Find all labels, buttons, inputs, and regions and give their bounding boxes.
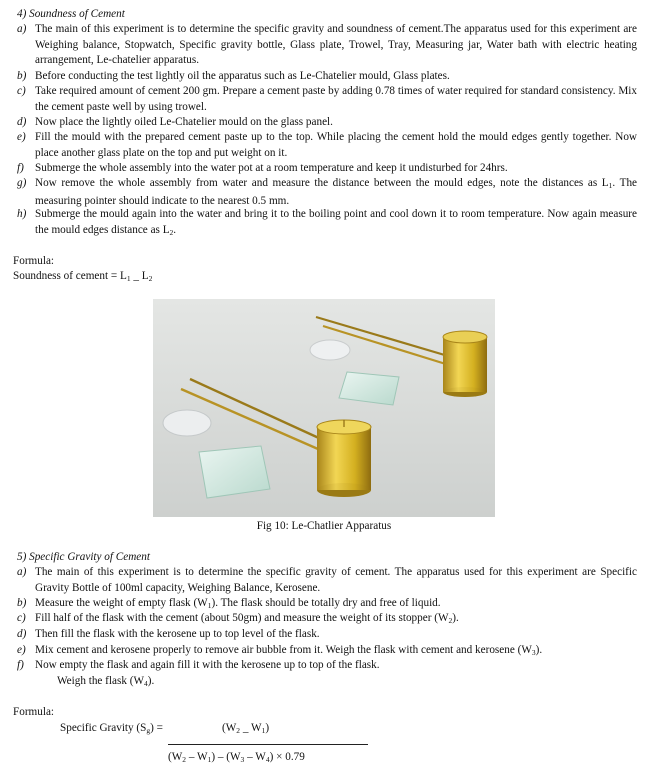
list-marker: d) xyxy=(17,116,27,128)
section-heading-specific-gravity: 5) Specific Gravity of Cement xyxy=(17,551,150,563)
paste-disc-back xyxy=(310,340,350,360)
list-marker: h) xyxy=(17,208,27,220)
list-item xyxy=(17,130,637,161)
apparatus-illustration xyxy=(153,299,495,517)
list-marker: e) xyxy=(17,131,26,143)
list-marker: g) xyxy=(17,177,27,189)
formula-denominator: $(W_2 - W_1) - (W_3 - W_4) \times 0.79$ xyxy=(168,751,305,764)
list-marker: e) xyxy=(17,644,26,656)
list-text: Fill half of the flask with the cement (about 50gm) and measure the weight of its stopper $(W_2)$. xyxy=(35,612,459,625)
list-marker: f) xyxy=(17,162,24,174)
list-text: Now place the lightly oiled Le-Chatelier mould on the glass panel. xyxy=(35,116,333,128)
list-item xyxy=(17,611,637,629)
list-text: Now empty the flask and again fill it with the kerosene up to top of the flask. xyxy=(35,659,380,671)
list-text: The main of this experiment is to determine the specific gravity of cement. The apparatus used for this experiment are Specific Gravity Bottle of 100ml capacity, Weighing Balance, Kerosene. xyxy=(35,566,637,594)
section-heading-soundness: 4) Soundness of Cement xyxy=(17,8,125,20)
list-item xyxy=(17,658,637,674)
list-item xyxy=(17,22,637,69)
list-text: Submerge the mould again into the water and bring it to the boiling point and cool down it to room temperature. Now again measure the mould edges distance as $L_2$. xyxy=(35,208,637,237)
list-text: The main of this experiment is to determine the specific gravity and soundness of cement.The apparatus used for this experiment are Weighing balance, Stopwatch, Specific gravity bottle, Glass plate, Trowel, Tray, Measuring jar, Water bath with electric heating arrangement, Le-chatelier apparatus. xyxy=(35,23,637,66)
paste-disc-front xyxy=(163,410,211,436)
soundness-formula: Soundness of cement = $L_1$ _ $L_2$ xyxy=(13,270,153,283)
list-item xyxy=(17,84,637,115)
list-marker: c) xyxy=(17,85,26,97)
figure-caption: Fig 10: Le-Chatlier Apparatus xyxy=(256,520,392,532)
list-item xyxy=(17,176,637,209)
list-item xyxy=(17,565,637,596)
list-text: Take required amount of cement 200 gm. Prepare a cement paste by adding 0.78 times of water required for standard consistency. Mix the cement paste well by using trowel. xyxy=(35,85,637,113)
list-marker: b) xyxy=(17,597,27,609)
formula-numerator: ($W_2$ _ $W_1$) xyxy=(222,722,270,735)
list-text: Then fill the flask with the kerosene up to top level of the flask. xyxy=(35,628,320,640)
list-marker: d) xyxy=(17,628,27,640)
specific-gravity-label: Specific Gravity $(S_g)$ = xyxy=(60,722,163,735)
list-marker: c) xyxy=(17,612,26,624)
list-item xyxy=(17,115,637,131)
list-marker: f) xyxy=(17,659,24,671)
fraction-bar xyxy=(168,744,368,745)
list-text: Measure the weight of empty flask $(W_1)$. The flask should be totally dry and free of liquid. xyxy=(35,597,441,610)
list-marker: a) xyxy=(17,23,27,35)
list-item xyxy=(17,161,637,177)
list-text: Mix cement and kerosene properly to remove air bubble from it. Weigh the flask with cement and kerosene $(W_3)$. xyxy=(35,644,543,657)
list-marker: b) xyxy=(17,70,27,82)
formula-label: Formula: xyxy=(13,706,55,718)
weigh-flask-line: Weigh the flask $(W_4)$. xyxy=(57,675,155,688)
list-text: Submerge the whole assembly into the water pot at a room temperature and keep it undisturbed for 24hrs. xyxy=(35,162,508,174)
list-item xyxy=(17,69,637,85)
formula-label: Formula: xyxy=(13,255,55,267)
list-text: Before conducting the test lightly oil the apparatus such as Le-Chatelier mould, Glass plates. xyxy=(35,70,450,82)
le-chatelier-photo xyxy=(153,299,495,517)
list-item xyxy=(17,207,637,240)
list-text: Now remove the whole assembly from water and measure the distance between the mould edges, note the distances as $L_1$. The measuring pointer should indicate to the nearest 0.5 mm. xyxy=(35,177,637,207)
glass-plate-front xyxy=(199,446,270,498)
list-item xyxy=(17,627,637,643)
list-text: Fill the mould with the prepared cement paste up to the top. While placing the cement hold the mould edges gently together. Now place another glass plate on the top and put weight on it. xyxy=(35,131,637,159)
list-marker: a) xyxy=(17,566,27,578)
